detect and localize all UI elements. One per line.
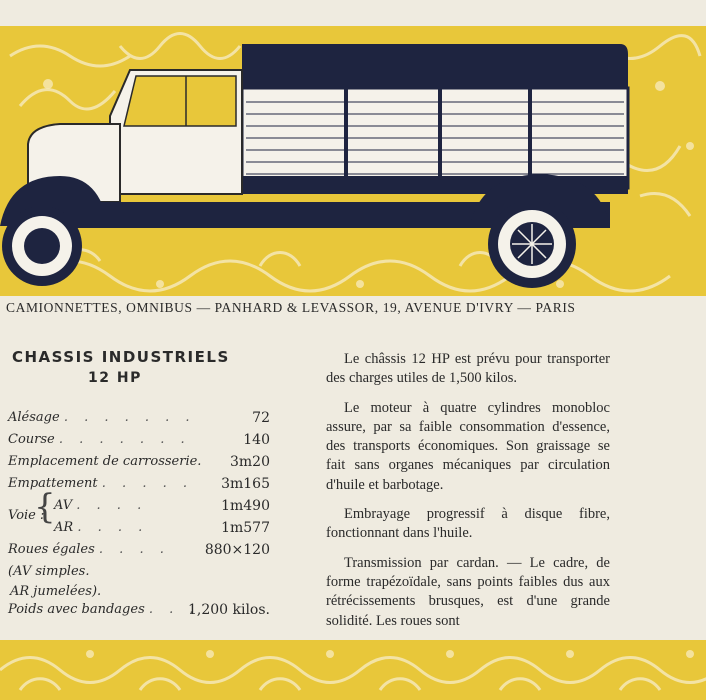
note-av: (AV simples. — [8, 564, 90, 579]
floral-ornament-icon — [0, 640, 706, 700]
paragraph: Embrayage progressif à disque fibre, fonctionnant dans l'huile. — [326, 506, 610, 542]
spec-row — [8, 410, 270, 432]
spec-row — [8, 498, 270, 520]
spec-label: Poids avec bandages — [8, 602, 145, 617]
leader-dots: . . . . . . . — [58, 432, 191, 447]
brochure-caption: CAMIONNETTES, OMNIBUS — PANHARD & LEVASSOR, 19, AVENUE D'IVRY — PARIS — [6, 300, 576, 315]
spec-value: 880×120 — [204, 542, 270, 558]
spec-row — [8, 432, 270, 454]
spec-column — [8, 348, 278, 618]
paragraph: Le châssis 12 HP est prévu pour transporter des charges utiles de 1,500 kilos. — [326, 351, 610, 387]
description-text — [326, 350, 610, 641]
spec-value: 1m577 — [221, 520, 270, 536]
spec-row — [8, 454, 270, 476]
spec-label: AV — [54, 498, 73, 513]
bottom-ornament-band — [0, 640, 706, 700]
spec-label: Alésage — [8, 410, 60, 425]
truck-illustration — [0, 26, 706, 296]
spec-label: Roues égales — [8, 542, 95, 557]
spec-value: 1m490 — [221, 498, 270, 514]
spec-value: 140 — [243, 432, 270, 448]
spec-value: 3m20 — [230, 454, 270, 470]
spec-row — [8, 520, 270, 542]
leader-dots: . . . — [148, 602, 200, 617]
voie-label: Voie : — [8, 508, 45, 523]
paragraph: Transmission par cardan. — Le cadre, de forme trapézoïdale, sans points faibles dus aux rétrécissements brusques, est d'une grande solidité. Les roues sont — [326, 554, 610, 629]
spec-label: Empattement — [8, 476, 98, 491]
spec-label: Course — [8, 432, 55, 447]
leader-dots: . . . . — [77, 520, 149, 535]
spec-value: 3m165 — [221, 476, 270, 492]
spec-row-weight — [8, 602, 270, 624]
leader-dots: . . . . . . . — [63, 410, 196, 425]
paragraph: Le moteur à quatre cylindres monobloc assure, par sa faible consommation d'essence, des transports économiques. Son graissage se fait sans organes mécaniques par circulation d'huile et barbotage. — [326, 399, 610, 493]
brace-icon: { — [34, 487, 56, 527]
leader-dots: . . . . — [76, 498, 148, 513]
spec-value: 1,200 kilos. — [187, 602, 270, 618]
leader-dots: . . . . . — [101, 476, 193, 491]
leader-dots: . . . . — [98, 542, 170, 557]
spec-label: Emplacement de carrosserie. — [8, 454, 202, 469]
spec-label: AR — [54, 520, 74, 535]
spec-row — [8, 542, 270, 564]
spec-title: CHASSIS INDUSTRIELS — [12, 348, 230, 366]
spec-subtitle: 12 HP — [88, 370, 142, 386]
spec-value: 72 — [252, 410, 270, 426]
note-ar: AR jumelées). — [10, 584, 102, 599]
